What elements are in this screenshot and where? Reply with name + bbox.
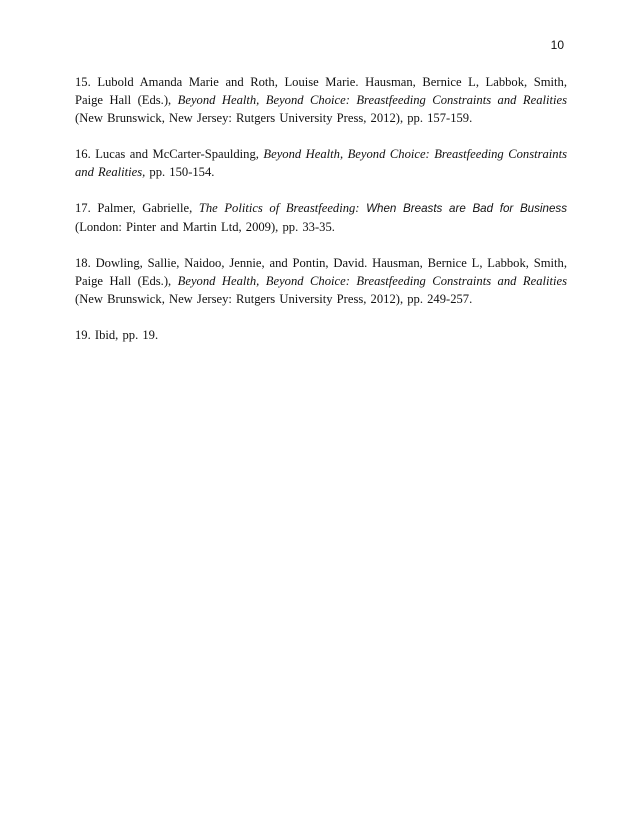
- endnote-15: [75, 73, 567, 127]
- note-text: 15. Lubold Amanda Marie and Roth, Louise Marie. Hausman, Bernice L, Labbok, Smith, Paige Hall (Eds.),: [75, 75, 567, 107]
- endnote-17: [75, 199, 567, 236]
- endnotes-list: [75, 73, 567, 362]
- endnote-18: [75, 254, 567, 308]
- endnote-16: [75, 145, 567, 181]
- note-text: pp. 150-154.: [145, 165, 215, 179]
- note-text: 16. Lucas and McCarter-Spaulding,: [75, 147, 264, 161]
- book-title: Beyond Health, Beyond Choice: Breastfeeding Constraints and Realities: [177, 93, 567, 107]
- note-text: 19. Ibid, pp. 19.: [75, 328, 159, 342]
- note-text: (London: Pinter and Martin Ltd, 2009), pp. 33-35.: [75, 220, 335, 234]
- note-text: 17. Palmer, Gabrielle,: [75, 201, 199, 215]
- page-number: 10: [550, 38, 564, 52]
- book-subtitle: When Breasts are Bad for Business: [366, 202, 567, 215]
- book-title: The Politics of Breastfeeding:: [198, 201, 367, 215]
- note-text: 18. Dowling, Sallie, Naidoo, Jennie, and Pontin, David. Hausman, Bernice L, Labbok, Smith, Paige Hall (Eds.),: [75, 256, 567, 288]
- note-text: (New Brunswick, New Jersey: Rutgers University Press, 2012), pp. 249-257.: [75, 292, 473, 306]
- note-text: (New Brunswick, New Jersey: Rutgers University Press, 2012), pp. 157-159.: [75, 111, 473, 125]
- book-title: Beyond Health, Beyond Choice: Breastfeeding Constraints and Realities: [177, 274, 567, 288]
- book-title: Beyond Health, Beyond Choice: Breastfeeding Constraints and Realities,: [75, 147, 568, 179]
- endnote-19: [75, 326, 567, 344]
